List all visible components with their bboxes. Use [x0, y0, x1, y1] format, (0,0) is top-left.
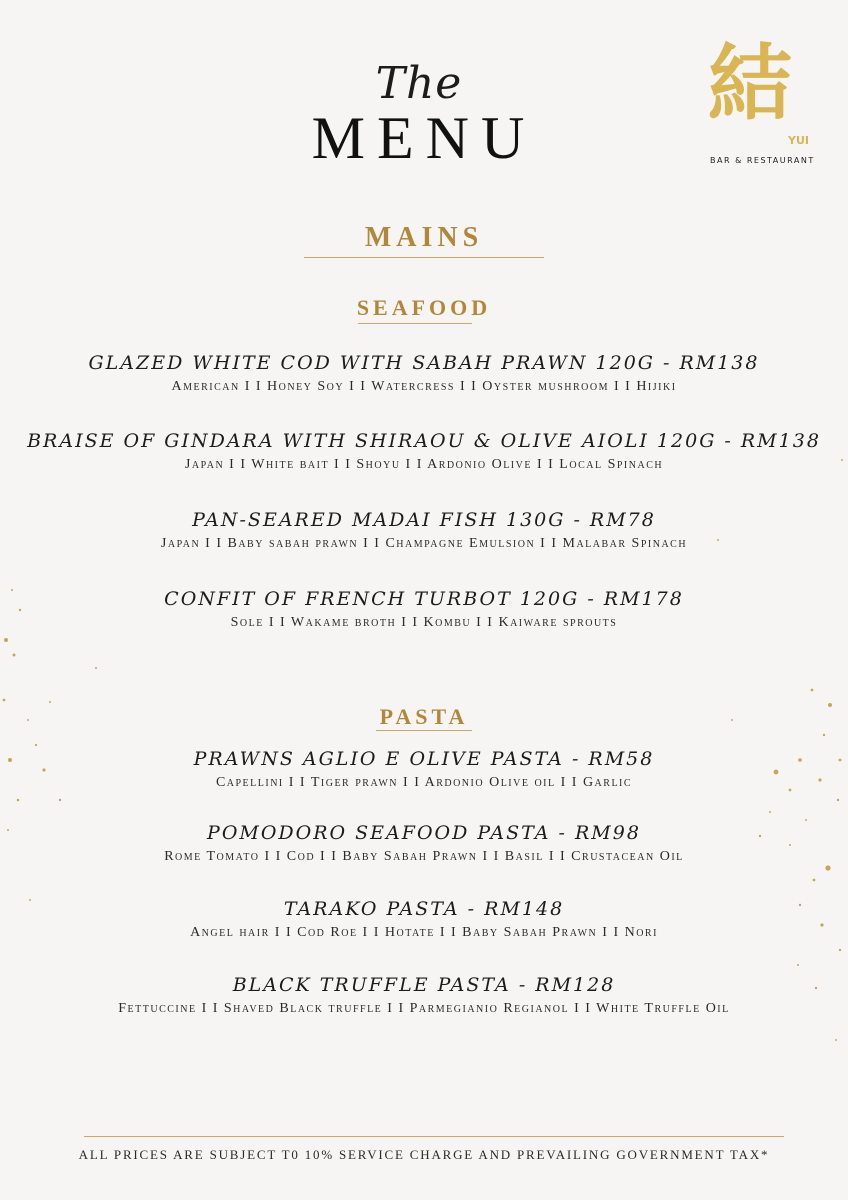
logo-subtitle: BAR & RESTAURANT — [710, 156, 815, 165]
seafood-heading: SEAFOOD — [356, 295, 492, 320]
dish-name: POMODORO SEAFOOD PASTA - RM98 — [207, 822, 641, 844]
dish-description: Capellini I I Tiger prawn I I Ardonio Olive oil I I Garlic — [215, 775, 633, 790]
dish-description: Rome Tomato I I Cod I I Baby Sabah Prawn I I Basil I I Crustacean Oil — [164, 849, 684, 864]
seafood-divider — [358, 323, 472, 324]
menu-item — [0, 974, 848, 1017]
page-title: MENU — [311, 105, 537, 171]
menu-item — [0, 822, 848, 865]
menu-item — [0, 352, 848, 395]
dish-description: Japan I I Baby sabah prawn I I Champagne Emulsion I I Malabar Spinach — [160, 536, 688, 551]
dish-name: BLACK TRUFFLE PASTA - RM128 — [232, 974, 616, 996]
dish-description: Fettuccine I I Shaved Black truffle I I Parmegianio Regianol I I White Truffle Oil — [118, 1001, 730, 1016]
yui-logo — [706, 35, 818, 172]
menu-item — [0, 898, 848, 941]
dish-description: American I I Honey Soy I I Watercress I I Oyster mushroom I I Hijiki — [171, 379, 677, 394]
dish-description: Japan I I White bait I I Shoyu I I Ardonio Olive I I Local Spinach — [184, 457, 664, 472]
menu-item — [0, 430, 848, 473]
mains-heading: MAINS — [364, 222, 484, 253]
footer-divider — [84, 1136, 784, 1137]
dish-name: CONFIT OF FRENCH TURBOT 120G - RM178 — [164, 588, 684, 610]
dish-name: GLAZED WHITE COD WITH SABAH PRAWN 120G - RM138 — [88, 352, 760, 374]
pasta-heading: PASTA — [379, 704, 469, 729]
pasta-divider — [376, 730, 472, 731]
mains-divider — [304, 257, 544, 258]
header-script-title: The — [375, 58, 463, 109]
menu-item — [0, 748, 848, 791]
dish-description: Angel hair I I Cod Roe I I Hotate I I Baby Sabah Prawn I I Nori — [190, 925, 658, 940]
dish-description: Sole I I Wakame broth I I Kombu I I Kaiware sprouts — [230, 615, 618, 630]
dish-name: PAN-SEARED MADAI FISH 130G - RM78 — [192, 509, 656, 531]
dish-name: BRAISE OF GINDARA WITH SHIRAOU & OLIVE AIOLI 120G - RM138 — [27, 430, 821, 452]
logo-name: YUI — [788, 134, 809, 147]
menu-item — [0, 588, 848, 631]
dish-name: PRAWNS AGLIO E OLIVE PASTA - RM58 — [193, 748, 655, 770]
footer-note: ALL PRICES ARE SUBJECT T0 10% SERVICE CHARGE AND PREVAILING GOVERNMENT TAX* — [78, 1147, 770, 1162]
logo-glyph: 結 — [708, 35, 793, 133]
dish-name: TARAKO PASTA - RM148 — [283, 898, 565, 920]
menu-item — [0, 509, 848, 552]
